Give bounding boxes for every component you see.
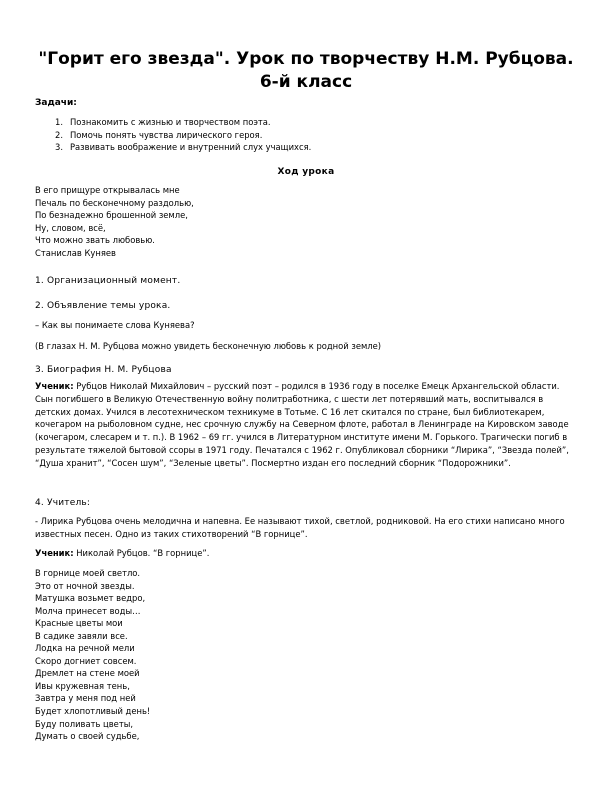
- title-line-1: "Горит его звезда". Урок по творчеству Н.М. Рубцова.: [38, 49, 574, 69]
- poem-line: Скоро догниет совсем.: [35, 655, 137, 666]
- student-line-text: Николай Рубцов. “В горнице”.: [73, 548, 210, 558]
- section-4-heading: 4. Учитель:: [35, 498, 91, 508]
- poem-line: Дремлет на стене моей: [35, 668, 140, 679]
- tasks-list: [55, 116, 311, 154]
- poem: [35, 567, 150, 743]
- teacher-paragraph: - Лирика Рубцова очень мелодична и напевна. Ее называют тихой, светлой, родниковой. На его стихи написано много известных песен. Одно из таких стихотворений “В горнице”.: [35, 516, 565, 539]
- list-item: [55, 141, 311, 154]
- poem-line: Молча принесет воды…: [35, 605, 141, 616]
- poem-line: Лодка на речной мели: [35, 643, 135, 654]
- epigraph-line: По безнадежно брошенной земле,: [35, 210, 188, 221]
- list-item-number: 3.: [55, 142, 63, 152]
- poem-line: Будет хлопотливый день!: [35, 706, 151, 717]
- biography-paragraph: [35, 380, 580, 470]
- epigraph-line: Что можно звать любовью.: [35, 235, 155, 246]
- lesson-course-heading: Ход урока: [277, 167, 335, 177]
- section-3-heading: 3. Биография Н. М. Рубцова: [35, 365, 172, 375]
- poem-line: Это от ночной звезды.: [35, 580, 135, 591]
- list-item-number: 2.: [55, 129, 63, 140]
- poem-line: В горнице моей светло.: [35, 568, 141, 578]
- section-2-heading: 2. Объявление темы урока.: [35, 301, 171, 311]
- poem-line: Думать о своей судьбе,: [35, 731, 140, 742]
- poem-line: Ивы кружевная тень,: [35, 680, 130, 691]
- tasks-heading: Задачи:: [35, 98, 77, 108]
- poem-line: Буду поливать цветы,: [35, 718, 133, 729]
- poem-line: Красные цветы мои: [35, 618, 123, 629]
- biography-text: Рубцов Николай Михайлович – русский поэт – родился в 1936 году в поселке Емецк Архангельской области. Сын погибшего в Великую Отечественную войну политработника, с шести лет потерявший мать, воспитывался в детских домах. Учился в лесотехническом техникуме в Тотьме. С 16 лет скитался по стране, был библиотекарем, кочегаром на рыболовном судне, нес срочную службу на Северном флоте, работал в Ленинграде на Кировском заводе (кочегаром, слесарем и т. п.). В 1962 – 69 гг. учился в Литературном институте имени М. Горького. Трагически погиб в результате тяжелой бытовой ссоры в 1971 году. Печатался с 1962 г. Опубликовал сборники “Лирика”, “Звезда полей”, “Душа хранит”, “Сосен шум”, “Зеленые цветы”. Посмертно издан его последний сборник “Подорожники”.: [35, 381, 569, 468]
- list-item: [55, 129, 311, 142]
- section-1-heading: 1. Организационный момент.: [35, 276, 181, 286]
- title-line-2: 6-й класс: [259, 72, 353, 92]
- poem-line: Матушка возьмет ведро,: [35, 593, 146, 604]
- list-item-text: Познакомить с жизнью и творчеством поэта.: [70, 117, 271, 127]
- page-title: [20, 48, 592, 94]
- epigraph-line: Печаль по бесконечному раздолью,: [35, 197, 194, 208]
- poem-line: В садике завяли все.: [35, 630, 128, 641]
- list-item-text: Помочь понять чувства лирического героя.: [70, 129, 263, 140]
- list-item-text: Развивать воображение и внутренний слух учащихся.: [70, 142, 312, 152]
- section-2-question: – Как вы понимаете слова Куняева?: [35, 320, 195, 330]
- epigraph-line: Ну, словом, всё,: [35, 222, 106, 233]
- student-line: [35, 547, 580, 560]
- poem-line: Завтра у меня под ней: [35, 693, 136, 704]
- epigraph-author: Станислав Куняев: [35, 247, 116, 258]
- section-2-answer: (В глазах Н. М. Рубцова можно увидеть бесконечную любовь к родной земле): [35, 341, 382, 351]
- epigraph-line: В его прищуре открывалась мне: [35, 185, 180, 195]
- list-item: [55, 116, 311, 129]
- list-item-number: 1.: [55, 117, 63, 127]
- speaker-label: Ученик:: [35, 381, 74, 391]
- epigraph: [35, 184, 194, 260]
- speaker-label: Ученик:: [35, 548, 74, 558]
